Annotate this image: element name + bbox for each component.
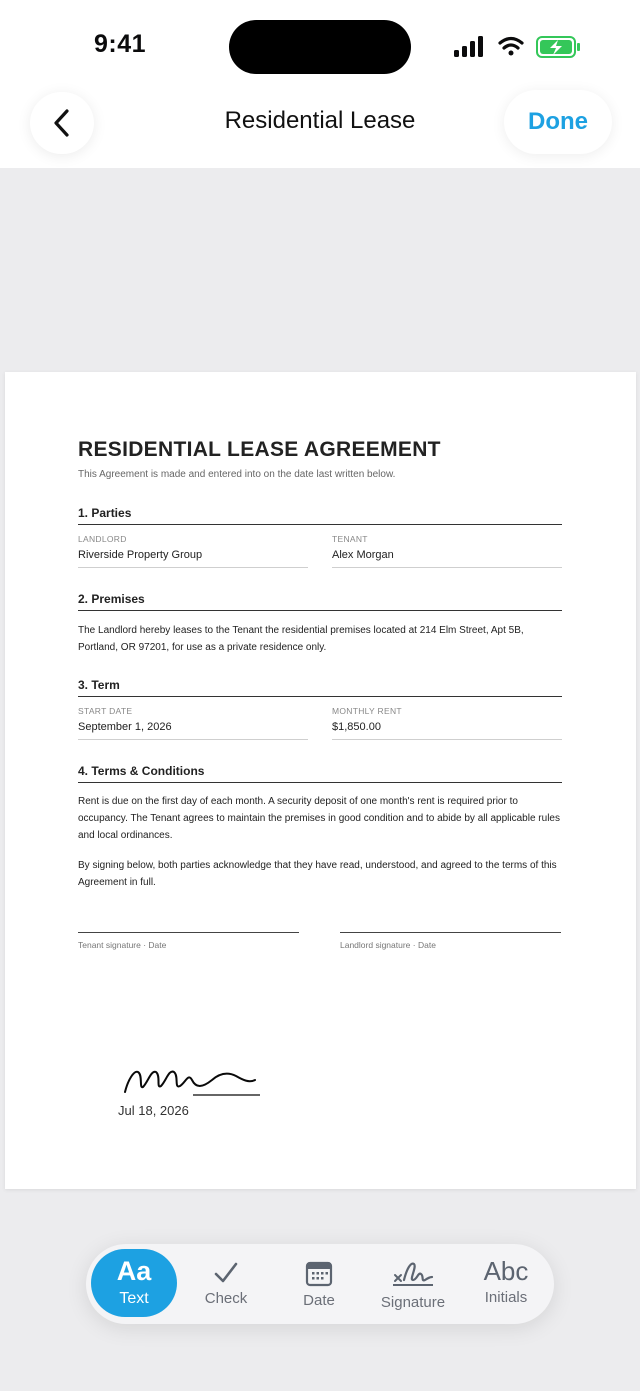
terms-paragraph-1: Rent is due on the first day of each month. A security deposit of one month's rent is required prior to occupancy. The Tenant agrees to maintain the premises in good condition and to abide by all applicable rules and local ordinances.	[78, 796, 560, 841]
placed-signature[interactable]	[118, 997, 268, 1102]
signature-icon	[391, 1258, 435, 1288]
tenant-value: Alex Morgan	[332, 549, 394, 561]
calendar-icon	[305, 1261, 333, 1287]
done-button[interactable]: Done	[504, 90, 612, 154]
landlord-value: Riverside Property Group	[78, 549, 203, 561]
document-subtitle: This Agreement is made and entered into on the date last written below.	[78, 469, 396, 480]
wifi-icon	[500, 39, 522, 56]
nav-title: Residential Lease	[224, 107, 416, 134]
premises-text: The Landlord hereby leases to the Tenant the residential premises located at 214 Elm Street, Apt 5B, Portland, OR 97201, for use as a private residence only.	[78, 625, 524, 653]
chevron-left-icon	[50, 108, 74, 138]
dynamic-island	[229, 20, 411, 74]
status-icons	[452, 34, 582, 60]
placed-signature-date[interactable]: Jul 18, 2026	[118, 1103, 189, 1118]
monthly-rent-label: MONTHLY RENT	[332, 706, 402, 716]
tool-check-label: Check	[204, 1290, 248, 1307]
start-date-value: September 1, 2026	[78, 721, 172, 733]
landlord-label: LANDLORD	[78, 534, 127, 544]
tool-text-label: Text	[119, 1290, 149, 1307]
top-bar	[0, 0, 640, 168]
tool-text-button[interactable]	[91, 1249, 177, 1317]
landlord-field[interactable]	[78, 534, 308, 568]
back-button[interactable]	[30, 92, 94, 154]
tool-initials-button[interactable]	[466, 1244, 546, 1324]
section-parties-heading: 1. Parties	[78, 506, 562, 525]
text-icon: Aa	[116, 1256, 152, 1286]
annotation-toolbar	[86, 1244, 554, 1324]
tool-date-label: Date	[303, 1292, 335, 1309]
tenant-signature-line[interactable]	[78, 932, 299, 933]
monthly-rent-value: $1,850.00	[332, 721, 381, 733]
tool-signature-label: Signature	[380, 1294, 446, 1311]
terms-paragraph-2: By signing below, both parties acknowledge that they have read, understood, and agreed to the terms of this Agreement in full.	[78, 860, 557, 888]
tool-signature-button[interactable]	[374, 1244, 452, 1324]
tenant-label: TENANT	[332, 534, 368, 544]
start-date-field[interactable]	[78, 706, 308, 740]
section-term-heading: 3. Term	[78, 678, 562, 697]
section-premises-heading: 2. Premises	[78, 592, 562, 611]
tool-initials-label: Initials	[484, 1289, 528, 1306]
battery-charging-icon	[537, 37, 580, 57]
landlord-signature-line[interactable]	[340, 932, 561, 933]
tool-check-button[interactable]	[190, 1244, 262, 1324]
document-page[interactable]	[5, 372, 636, 1189]
tenant-signature-caption: Tenant signature · Date	[78, 940, 167, 950]
start-date-label: START DATE	[78, 706, 133, 716]
document-title: RESIDENTIAL LEASE AGREEMENT	[78, 438, 441, 461]
checkmark-icon	[213, 1260, 239, 1286]
tool-date-button[interactable]	[284, 1244, 354, 1324]
tenant-field[interactable]	[332, 534, 562, 568]
monthly-rent-field[interactable]	[332, 706, 562, 740]
cellular-signal-icon	[454, 36, 483, 57]
status-time: 9:41	[94, 30, 147, 58]
section-terms-heading: 4. Terms & Conditions	[78, 764, 562, 783]
landlord-signature-caption: Landlord signature · Date	[340, 940, 436, 950]
initials-icon: Abc	[483, 1256, 529, 1286]
